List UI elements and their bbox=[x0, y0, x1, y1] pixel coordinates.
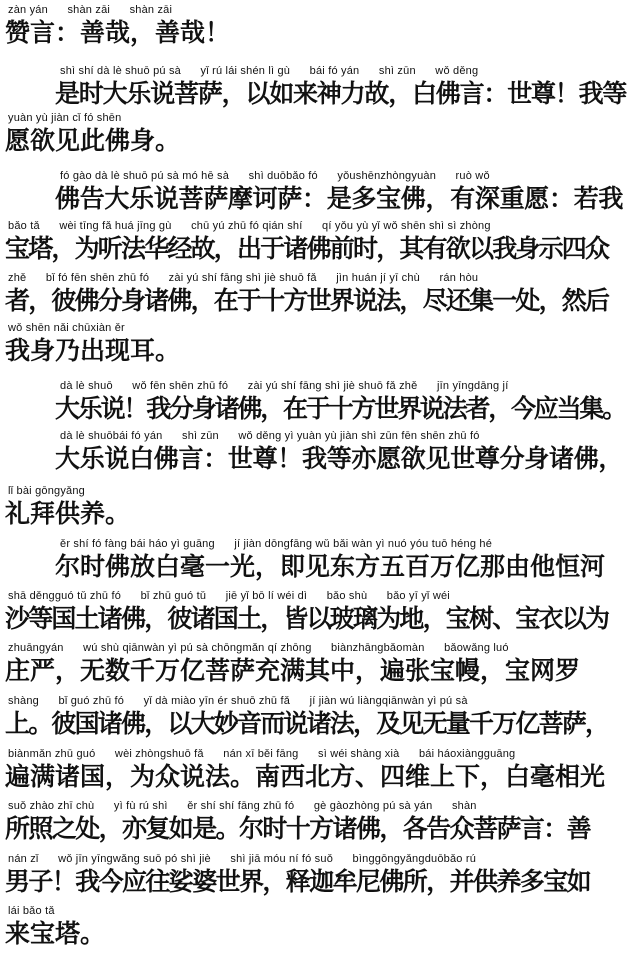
chinese-text: 愿欲见此佛身。 bbox=[5, 126, 181, 155]
pinyin-annotation: shàng bǐ guó zhū fó yǐ dà miào yīn ér shuō zhū fǎ jí jiàn wú liàngqiānwàn yì pú sà bbox=[8, 695, 468, 707]
pinyin-annotation: dà lè shuō wǒ fēn shēn zhū fó zài yú shí fāng shì jiè shuō fǎ zhě jīn yīngdāng jí bbox=[60, 380, 509, 392]
pinyin-annotation: shā děngguó tǔ zhū fó bǐ zhū guó tǔ jiē yǐ bō lí wéi dì bǎo shù bǎo yī yǐ wéi bbox=[8, 590, 450, 602]
chinese-text: 上。彼国诸佛，以大妙音而说诸法，及见无量千万亿菩萨， bbox=[5, 709, 609, 738]
chinese-text: 是时大乐说菩萨，以如来神力故，白佛言：世尊！我等 bbox=[55, 79, 627, 108]
chinese-text: 者，彼佛分身诸佛，在于十方世界说法，尽还集一处，然后 bbox=[5, 286, 609, 315]
chinese-text: 礼拜供养。 bbox=[5, 499, 131, 528]
chinese-text: 尔时佛放白毫一光，即见东方五百万亿那由他恒河 bbox=[55, 552, 606, 581]
chinese-text: 男子！我今应往娑婆世界，释迦牟尼佛所，并供养多宝如 bbox=[5, 867, 591, 896]
chinese-text: 庄严，无数千万亿菩萨充满其中，遍张宝幔，宝网罗 bbox=[5, 656, 581, 685]
chinese-text: 来宝塔。 bbox=[5, 919, 106, 948]
pinyin-annotation: yuàn yù jiàn cǐ fó shēn bbox=[8, 112, 122, 124]
chinese-text: 宝塔，为听法华经故，出于诸佛前时，其有欲以我身示四众 bbox=[5, 234, 609, 263]
chinese-text: 遍满诸国，为众说法。南西北方、四维上下，白毫相光 bbox=[5, 762, 606, 791]
chinese-text: 大乐说！我分身诸佛，在于十方世界说法者，今应当集。 bbox=[55, 394, 626, 423]
chinese-text: 大乐说白佛言：世尊！我等亦愿欲见世尊分身诸佛， bbox=[55, 444, 624, 473]
pinyin-annotation: zàn yán shàn zāi shàn zāi bbox=[8, 4, 173, 16]
pinyin-annotation: ěr shí fó fàng bái háo yì guāng jí jiàn dōngfāng wǔ bǎi wàn yì nuó yóu tuō héng hé bbox=[60, 538, 493, 550]
chinese-text: 我身乃出现耳。 bbox=[5, 336, 181, 365]
pinyin-annotation: wǒ shēn nǎi chūxiàn ěr bbox=[8, 322, 125, 334]
chinese-text: 佛告大乐说菩萨摩诃萨：是多宝佛，有深重愿：若我 bbox=[55, 184, 624, 213]
pinyin-annotation: dà lè shuōbái fó yán shì zūn wǒ děng yì yuàn yù jiàn shì zūn fēn shēn zhū fó bbox=[60, 430, 480, 442]
pinyin-annotation: nán zǐ wǒ jīn yīngwǎng suō pó shì jiè shì jiā móu ní fó suǒ bìnggōngyǎngduōbǎo rú bbox=[8, 853, 477, 865]
pinyin-annotation: suǒ zhào zhī chù yì fù rú shì ěr shí shí fāng zhū fó gè gàozhòng pú sà yán shàn bbox=[8, 800, 477, 812]
pinyin-annotation: shì shí dà lè shuō pú sà yǐ rú lái shén lì gù bái fó yán shì zūn wǒ děng bbox=[60, 65, 479, 77]
pinyin-annotation: zhuāngyán wú shù qiānwàn yì pú sà chōngmǎn qí zhōng biànzhāngbǎomàn bǎowǎng luó bbox=[8, 642, 509, 654]
pinyin-annotation: lǐ bài gōngyǎng bbox=[8, 485, 86, 497]
pinyin-annotation: bǎo tǎ wèi tīng fǎ huá jīng gù chū yú zhū fó qián shí qí yǒu yù yǐ wǒ shēn shì sì zhòng bbox=[8, 220, 491, 232]
pinyin-annotation: zhě bǐ fó fēn shēn zhū fó zài yú shí fāng shì jiè shuō fǎ jìn huán jí yī chù rán hòu bbox=[8, 272, 479, 284]
pinyin-annotation: fó gào dà lè shuō pú sà mó hē sà shì duōbǎo fó yǒushēnzhòngyuàn ruò wǒ bbox=[60, 170, 490, 182]
pinyin-annotation: lái bǎo tǎ bbox=[8, 905, 55, 917]
pinyin-annotation: biànmǎn zhū guó wèi zhòngshuō fǎ nán xī běi fāng sì wéi shàng xià bái háoxiàngguāng bbox=[8, 748, 516, 760]
chinese-text: 沙等国土诸佛，彼诸国土，皆以玻璃为地，宝树、宝衣以为 bbox=[5, 604, 609, 633]
chinese-text: 所照之处，亦复如是。尔时十方诸佛，各告众菩萨言：善 bbox=[5, 814, 591, 843]
chinese-text: 赞言：善哉，善哉！ bbox=[5, 18, 231, 47]
